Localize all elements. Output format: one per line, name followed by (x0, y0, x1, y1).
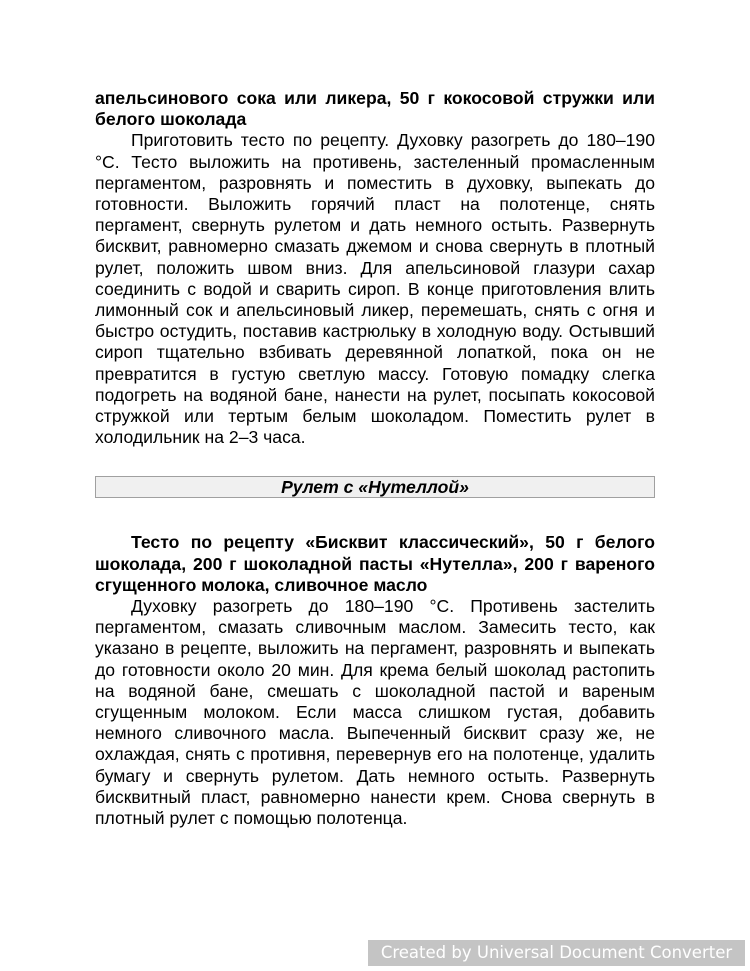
recipe2-ingredients: Тесто по рецепту «Бисквит классический», 50 г белого шоколада, 200 г шоколадной пасты «Нутелла», 200 г вареного сгущенного молока, сливочное масло (95, 532, 655, 595)
recipe2-title: Рулет с «Нутеллой» (95, 476, 655, 498)
recipe1-ingredients: апельсинового сока или ликера, 50 г кокосовой стружки или белого шоколада (95, 88, 655, 130)
recipe2-method: Духовку разогреть до 180–190 °С. Противень застелить пергаментом, смазать сливочным маслом. Замесить тесто, как указано в рецепте, выложить на пергамент, разровнять и выпекать до готовности около 20 мин. Для крема белый шоколад растопить на водяной бане, смешать с шоколадной пастой и вареным сгущенным молоком. Если масса слишком густая, добавить немного сливочного масла. Выпеченный бисквит сразу же, не охлаждая, снять с противня, перевернув его на полотенце, удалить бумагу и свернуть рулетом. Дать немного остыть. Развернуть бисквитный пласт, равномерно нанести крем. Снова свернуть в плотный рулет с помощью полотенца. (95, 596, 655, 829)
recipe1-method: Приготовить тесто по рецепту. Духовку разогреть до 180–190 °С. Тесто выложить на противень, застеленный промасленным пергаментом, разровнять и поместить в духовку, выпекать до готовности. Выложить горячий пласт на полотенце, снять пергамент, свернуть рулетом и дать немного остыть. Развернуть бисквит, равномерно смазать джемом и снова свернуть в плотный рулет, положить швом вниз. Для апельсиновой глазури сахар соединить с водой и сварить сироп. В конце приготовления влить лимонный сок и апельсиновый ликер, перемешать, снять с огня и быстро остудить, поставив кастрюльку в холодную воду. Остывший сироп тщательно взбивать деревянной лопаткой, пока он не превратится в густую светлую массу. Готовую помадку слегка подогреть на водяной бане, нанести на рулет, посыпать кокосовой стружкой или тертым белым шоколадом. Поместить рулет в холодильник на 2–3 часа. (95, 130, 655, 448)
converter-watermark: Created by Universal Document Converter (368, 940, 745, 966)
page-content (95, 88, 655, 829)
